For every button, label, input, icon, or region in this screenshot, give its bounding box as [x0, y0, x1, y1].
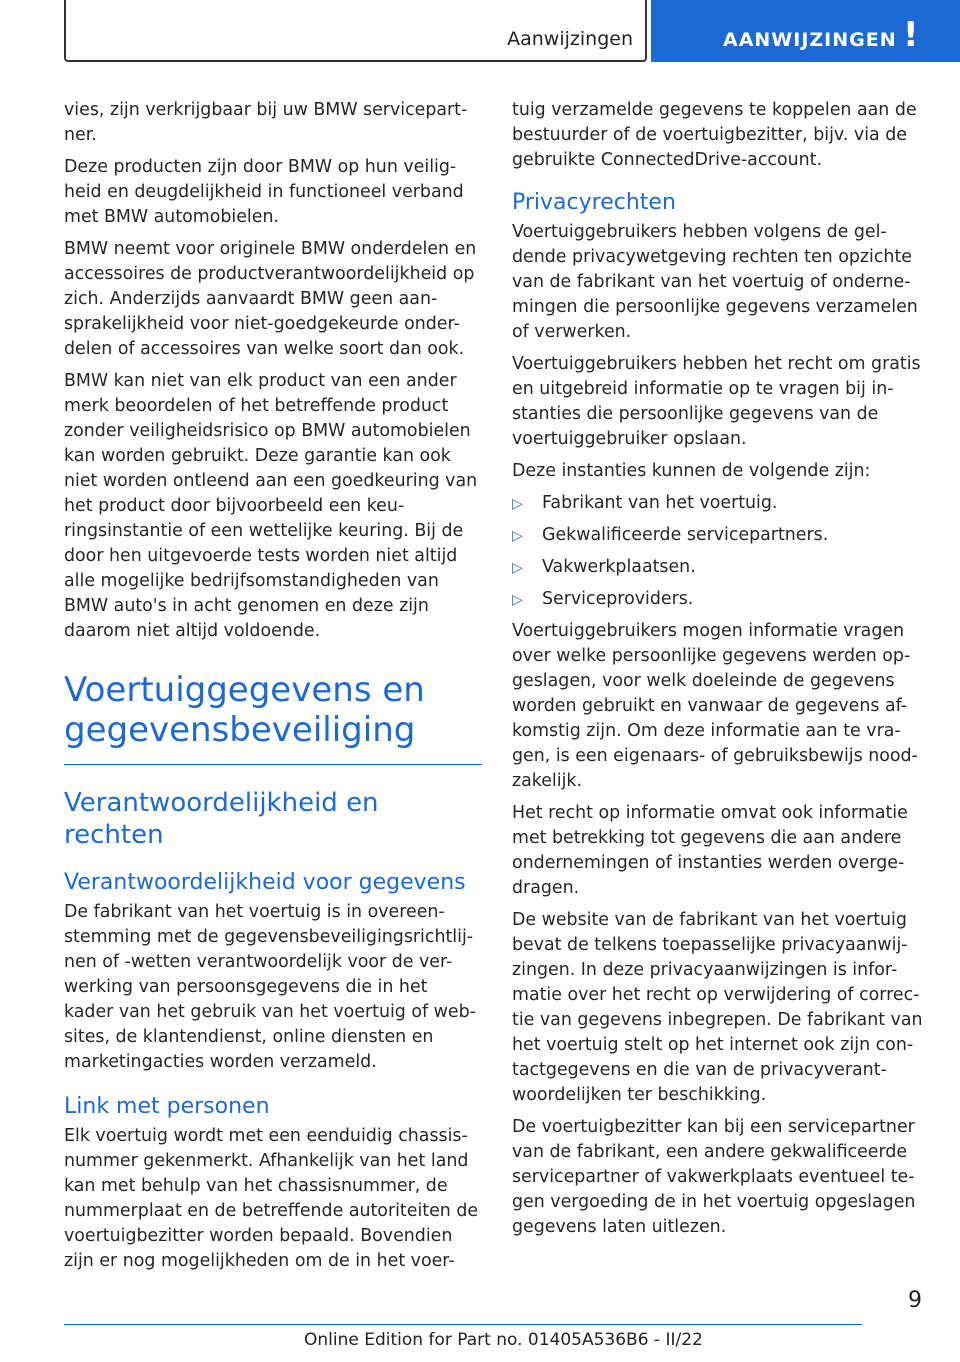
paragraph: De voertuigbezitter kan bij een servicepartner van de fabrikant, een andere gekwalificeerde servicepartner of vakwerkplaats eventueel te-gen vergoeding de in het voertuig opgeslagen gegevens laten uitlezen. [512, 1117, 916, 1237]
header-chapter-box [651, 0, 960, 62]
header-section-label: Aanwijzingen [507, 28, 633, 50]
page-number: 9 [908, 1288, 922, 1313]
list-item: ▷ Serviceproviders. [512, 587, 930, 612]
chapter-heading: Voertuiggegevens en gegevensbeveiliging [64, 670, 482, 765]
list-item: ▷ Vakwerkplaatsen. [512, 555, 930, 580]
footer-edition: Online Edition for Part no. 01405A536B6 - II/22 [304, 1330, 703, 1350]
list-item: ▷ Gekwalificeerde servicepartners. [512, 523, 930, 548]
header-section-box [64, 0, 647, 62]
list-item: ▷ Fabrikant van het voertuig. [512, 491, 930, 516]
paragraph: Voertuiggebruikers hebben het recht om gratis en uitgebreid informatie op te vragen bij in-stanties die persoonlijke gegevens van de voertuiggebruiker opslaan. [512, 354, 921, 449]
paragraph: Het recht op informatie omvat ook informatie met betrekking tot gegevens die aan andere ondernemingen of instanties werden overge-dragen. [512, 803, 908, 898]
triangle-bullet-icon: ▷ [512, 560, 523, 576]
paragraph: De website van de fabrikant van het voertuig bevat de telkens toepasselijke privacyaanwij-zingen. In deze privacyaanwijzingen is infor-matie over het recht op verwijdering of correc-tie van gegevens inbegrepen. De fabrikant van het voertuig stelt op het internet ook zijn con-tactgegevens en die van de privacyverant-woordelijken ter beschikking. [512, 910, 923, 1105]
paragraph: BMW neemt voor originele BMW onderdelen en accessoires de productverantwoordelijkheid op zich. Anderzijds aanvaardt BMW geen aan-sprakelijkheid voor niet-goedgekeurde onder-delen of accessoires van welke soort dan ook. [64, 239, 477, 359]
left-column [64, 98, 482, 1281]
exclamation-icon: ! [903, 15, 919, 55]
paragraph: De fabrikant van het voertuig is in overeen-stemming met de gegevensbeveiligingsrichtlij-nen of -wetten verantwoordelijk voor de ver-werking van persoonsgegevens die in het kader van het gebruik van het voertuig of web-sites, de klantendienst, online diensten en marketingacties worden verzameld. [64, 902, 476, 1072]
instances-list [512, 491, 930, 612]
paragraph: Voertuiggebruikers hebben volgens de gel-dende privacywetgeving rechten ten opzichte van de fabrikant van het voertuig of onderne-mingen die persoonlijke gegevens verzamelen of verwerken. [512, 222, 918, 342]
paragraph: vies, zijn verkrijgbaar bij uw BMW servicepart-ner. [64, 100, 468, 145]
subsection-heading-privacy: Privacyrechten [512, 190, 676, 215]
subsection-heading-responsibility: Verantwoordelijkheid voor gegevens [64, 870, 466, 895]
section-heading: Verantwoordelijkheid en rechten [64, 788, 379, 850]
subsection-heading-link: Link met personen [64, 1094, 270, 1119]
paragraph: tuig verzamelde gegevens te koppelen aan de bestuurder of de voertuigbezitter, bijv. via de gebruikte ConnectedDrive-account. [512, 100, 917, 170]
header-chapter-label: AANWIJZINGEN [723, 29, 897, 51]
triangle-bullet-icon: ▷ [512, 592, 523, 608]
paragraph: Deze instanties kunnen de volgende zijn: [512, 461, 871, 481]
paragraph: BMW kan niet van elk product van een ander merk beoordelen of het betreffende product zonder veiligheidsrisico op BMW automobielen kan worden gebruikt. Deze garantie kan ook niet worden ontleend aan een goedkeuring van het product door bijvoorbeeld een keu-ringsinstantie of een wettelijke keuring. Bij de door hen uitgevoerde tests worden niet altijd alle mogelijke bedrijfsomstandigheden van BMW auto's in acht genomen en deze zijn daarom niet altijd voldoende. [64, 371, 478, 641]
paragraph: Voertuiggebruikers mogen informatie vragen over welke persoonlijke gegevens werden op-geslagen, voor welk doeleinde de gegevens worden gebruikt en vanwaar de gegevens af-komstig zijn. Om deze informatie aan te vra-gen, is een eigenaars- of gebruiksbewijs nood-zakelijk. [512, 621, 918, 791]
triangle-bullet-icon: ▷ [512, 496, 523, 512]
paragraph: Deze producten zijn door BMW op hun veilig-heid en deugdelijkheid in functioneel verband met BMW automobielen. [64, 157, 464, 227]
footer-divider [64, 1324, 862, 1325]
right-column [512, 98, 930, 1247]
paragraph: Elk voertuig wordt met een eenduidig chassis-nummer gekenmerkt. Afhankelijk van het land kan met behulp van het chassisnummer, de nummerplaat en de betreffende autoriteiten de voertuigbezitter worden bepaald. Bovendien zijn er nog mogelijkheden om de in het voer- [64, 1126, 479, 1271]
triangle-bullet-icon: ▷ [512, 528, 523, 544]
